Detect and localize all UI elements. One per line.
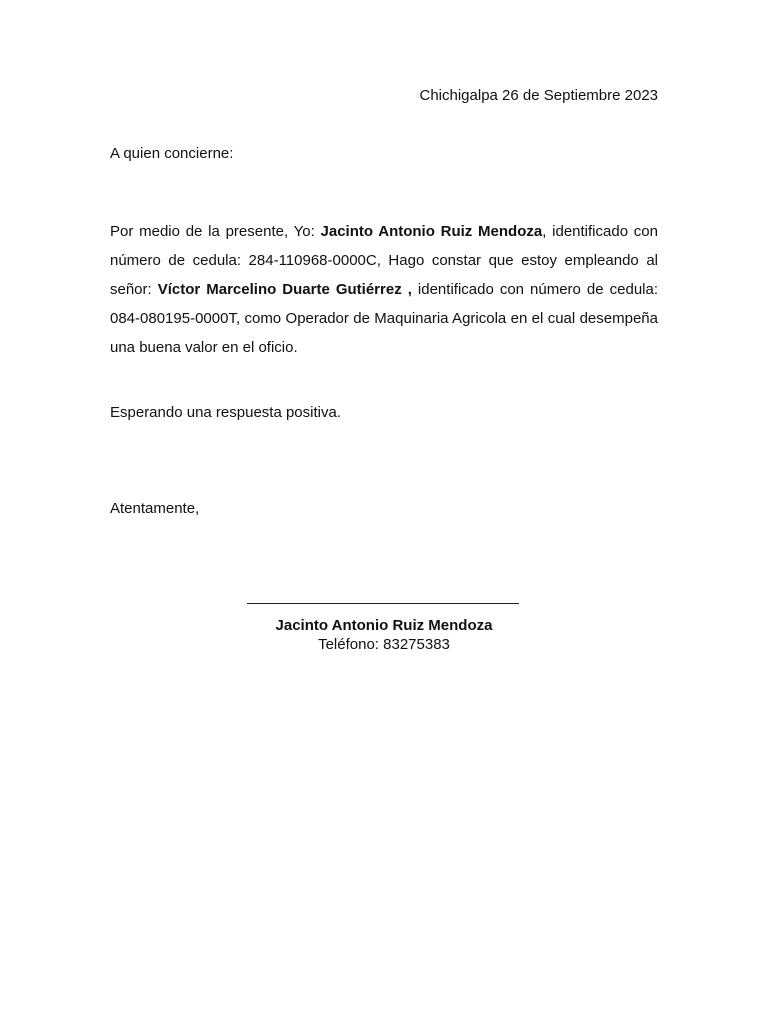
place-date: Chichigalpa 26 de Septiembre 2023 (419, 87, 658, 104)
closing-wish: Esperando una respuesta positiva. (110, 404, 341, 421)
signature-line (247, 603, 519, 604)
body-after-issuer: , identificado con número de cedula: 284-110968-0000C, Hago constar que estoy empleando al señor: (110, 223, 658, 298)
signature-block (184, 616, 584, 654)
signer-phone: Teléfono: 83275383 (318, 636, 450, 653)
body-after-employee: identificado con número de cedula: 084-080195-0000T, como Operador de Maquinaria Agricola en el cual desempeña una buena valor en el oficio. (110, 281, 659, 356)
body-paragraph (110, 217, 658, 362)
body-intro: Por medio de la presente, Yo: (110, 223, 321, 240)
salutation: A quien concierne: (110, 145, 234, 162)
signer-name: Jacinto Antonio Ruiz Mendoza (275, 617, 493, 634)
farewell: Atentamente, (110, 500, 200, 517)
employee-name: Víctor Marcelino Duarte Gutiérrez , (157, 281, 412, 298)
issuer-name: Jacinto Antonio Ruiz Mendoza (320, 223, 543, 240)
